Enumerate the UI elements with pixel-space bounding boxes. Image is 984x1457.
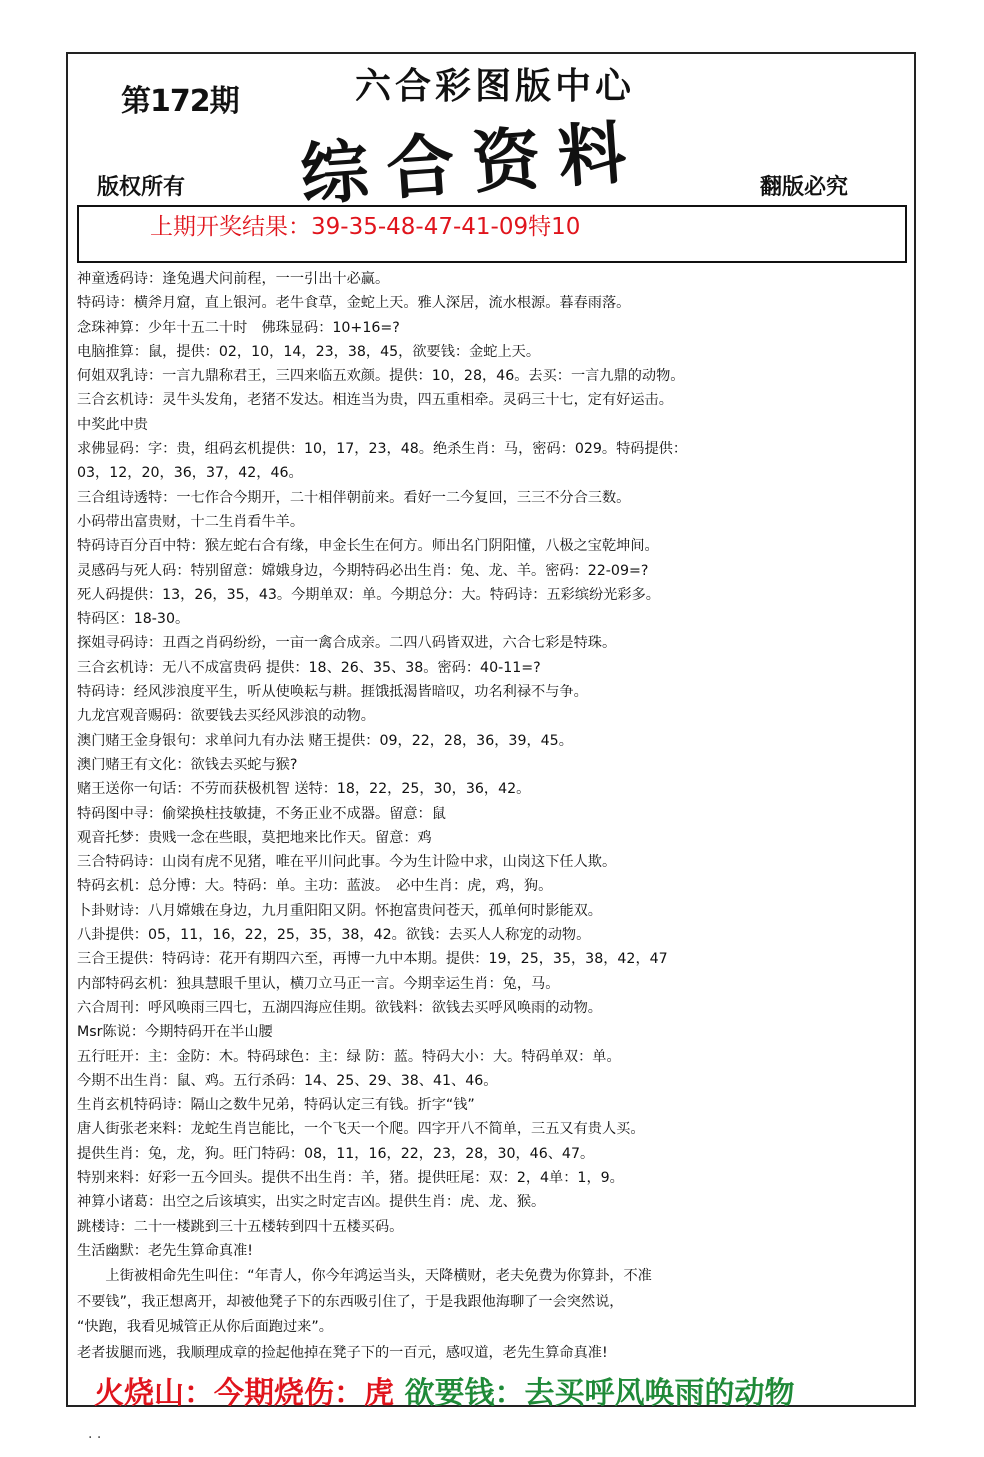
content-line: 八卦提供：05，11，16，22，25，35，38，42。欲钱：去买人人称宠的动物。: [77, 927, 591, 944]
story-line: 上街被相命先生叫住：“年青人，你今年鸿运当头，天降横财，老夫免费为你算卦，不准: [77, 1268, 652, 1284]
content-line: 探姐寻码诗：丑酉之肖码纷纷，一亩一禽合成亲。二四八码皆双进，六合七彩是特珠。: [77, 635, 617, 652]
content-line: 特码诗：经风涉浪度平生，听从使唤耘与耕。捱饿抵渴皆暗叹，功名利禄不与争。: [77, 684, 588, 701]
content-line: 赌王送你一句话：不劳而获极机智 送特：18，22，25，30，36，42。: [77, 781, 531, 798]
content-lines: [77, 267, 907, 1263]
content-line: 中奖此中贵: [77, 416, 148, 433]
content-line: 澳门赌王有文化：欲钱去买蛇与猴?: [77, 756, 298, 773]
content-line: 生肖玄机特码诗：隔山之数牛兄弟，特码认定三有钱。折字“钱”: [77, 1097, 475, 1114]
content-line: 特码玄机：总分博：大。特码：单。主功：蓝波。 必中生肖：虎，鸡，狗。: [77, 878, 553, 895]
content-line: 特码图中寻：偷梁换柱技敏捷，不务正业不成器。留意：鼠: [77, 805, 446, 822]
story-line: “快跑，我看见城管正从你后面跑过来”。: [77, 1319, 333, 1335]
content-line: 五行旺开：主：金防：木。特码球色：主：绿 防：蓝。特码大小：大。特码单双：单。: [77, 1048, 621, 1065]
content-line: 三合王提供：特码诗：花开有期四六至，再博一九中本期。提供：19，25，35，38，42，47: [77, 951, 668, 968]
last-result: 上期开奖结果：39-35-48-47-41-09特10: [150, 214, 581, 240]
content-line: 三合特码诗：山岗有虎不见猪，唯在平川问此事。今为生计险中求，山岗这下任人欺。: [77, 854, 617, 871]
issue-number: 第172期: [121, 84, 239, 119]
content-line: 03，12，20，36，37，42，46。: [77, 465, 303, 482]
content-line: 六合周刊：呼风唤雨三四七，五湖四海应佳期。欲钱料：欲钱去买呼风唤雨的动物。: [77, 999, 602, 1016]
content-line: 何姐双乳诗：一言九鼎称君王，三四来临五欢颜。提供：10，28，46。去买：一言九鼎的动物。: [77, 368, 685, 385]
content-line: 今期不出生肖：鼠、鸡。五行杀码：14、25、29、38、41、46。: [77, 1072, 498, 1089]
center-title: 六合彩图版中心: [355, 66, 636, 107]
big-title: 综合资料: [298, 112, 647, 216]
content-line: 内部特码玄机：独具慧眼千里认，横刀立马正一言。今期幸运生肖：兔，马。: [77, 975, 560, 992]
content-line: 三合玄机诗：灵牛头发角，老猪不发达。相连当为贵，四五重相牵。灵码三十七，定有好运击。: [77, 392, 673, 409]
content-line: 三合玄机诗：无八不成富贵码 提供：18、26、35、38。密码：40-11=?: [77, 659, 541, 676]
content-line: 澳门赌王金身银句：求单问九有办法 赌王提供：09，22，28，36，39，45。: [77, 732, 573, 749]
content-line: 小码带出富贵财，十二生肖看牛羊。: [77, 513, 305, 530]
copyright-right: 翻版必究: [760, 175, 849, 200]
story-lines: [77, 1264, 907, 1366]
bottom-red-text: 火烧山：今期烧伤：虎: [94, 1376, 394, 1411]
story-line: 不要钱”，我正想离开，却被他凳子下的东西吸引住了，于是我跟他海聊了一会突然说，: [77, 1293, 624, 1310]
content-line: 特码诗：横斧月窟，直上银河。老牛食草，金蛇上天。雅人深居，流水根源。暮春雨落。: [77, 295, 631, 312]
content-line: 神算小诸葛：出空之后该填实，出实之时定吉凶。提供生肖：虎、龙、猴。: [77, 1194, 546, 1211]
content-line: 神童透码诗：逢兔遇犬问前程，一一引出十必赢。: [77, 271, 390, 287]
content-line: 电脑推算：鼠，提供：02，10，14，23，38，45，欲要钱：金蛇上天。: [77, 343, 541, 360]
content-line: 观音托梦：贵贱一念在些眼，莫把地来比作天。留意：鸡: [77, 829, 432, 846]
content-line: 唐人街张老来料：龙蛇生肖岂能比，一个飞天一个爬。四字开八不简单，三五又有贵人买。: [77, 1121, 645, 1138]
story-line: 老者拔腿而逃，我顺理成章的捡起他掉在凳子下的一百元，感叹道，老先生算命真准!: [77, 1344, 608, 1361]
copyright-left: 版权所有: [97, 175, 186, 200]
content-line: 念珠神算：少年十五二十时 佛珠显码：10+16=?: [77, 319, 400, 336]
bottom-green-text: 欲要钱：去买呼风唤雨的动物: [404, 1376, 795, 1411]
content-line: 特码区：18-30。: [77, 611, 190, 628]
content-line: 卜卦财诗：八月嫦娥在身边，九月重阳阳又阴。怀抱富贵问苍天，孤单何时影能双。: [77, 902, 602, 919]
content-line: 跳楼诗：二十一楼跳到三十五楼转到四十五楼买码。: [77, 1218, 404, 1235]
content-line: Msr陈说：今期特码开在半山腰: [77, 1024, 273, 1041]
content-line: 特码诗百分百中特：猴左蛇右合有缘，申金长生在何方。师出名门阴阳懂，八极之宝乾坤间。: [77, 538, 659, 555]
content-line: 特别来料：好彩一五今回头。提供不出生肖：羊，猪。提供旺尾：双：2，4单：1，9。: [77, 1169, 624, 1186]
bottom-banner: [94, 1368, 794, 1412]
content-line: 三合组诗透特：一七作合今期开，二十相伴朝前来。看好一二今复回，三三不分合三数。: [77, 489, 631, 506]
content-line: 求佛显码：字：贵，组码玄机提供：10，17，23，48。绝杀生肖：马，密码：029。特码提供：: [77, 441, 688, 458]
content-line: 生活幽默：老先生算命真准!: [77, 1242, 253, 1259]
content-line: 九龙宫观音赐码：欲要钱去买经风涉浪的动物。: [77, 708, 375, 725]
content-line: 提供生肖：兔，龙，狗。旺门特码：08，11，16，22，23，28，30，46、47。: [77, 1145, 595, 1162]
footer-dots: . .: [88, 1426, 102, 1442]
content-line: 灵感码与死人码：特别留意：嫦娥身边，今期特码必出生肖：兔、龙、羊。密码：22-09=?: [77, 562, 649, 579]
content-line: 死人码提供：13，26，35，43。今期单双：单。今期总分：大。特码诗：五彩缤纷光彩多。: [77, 586, 660, 603]
